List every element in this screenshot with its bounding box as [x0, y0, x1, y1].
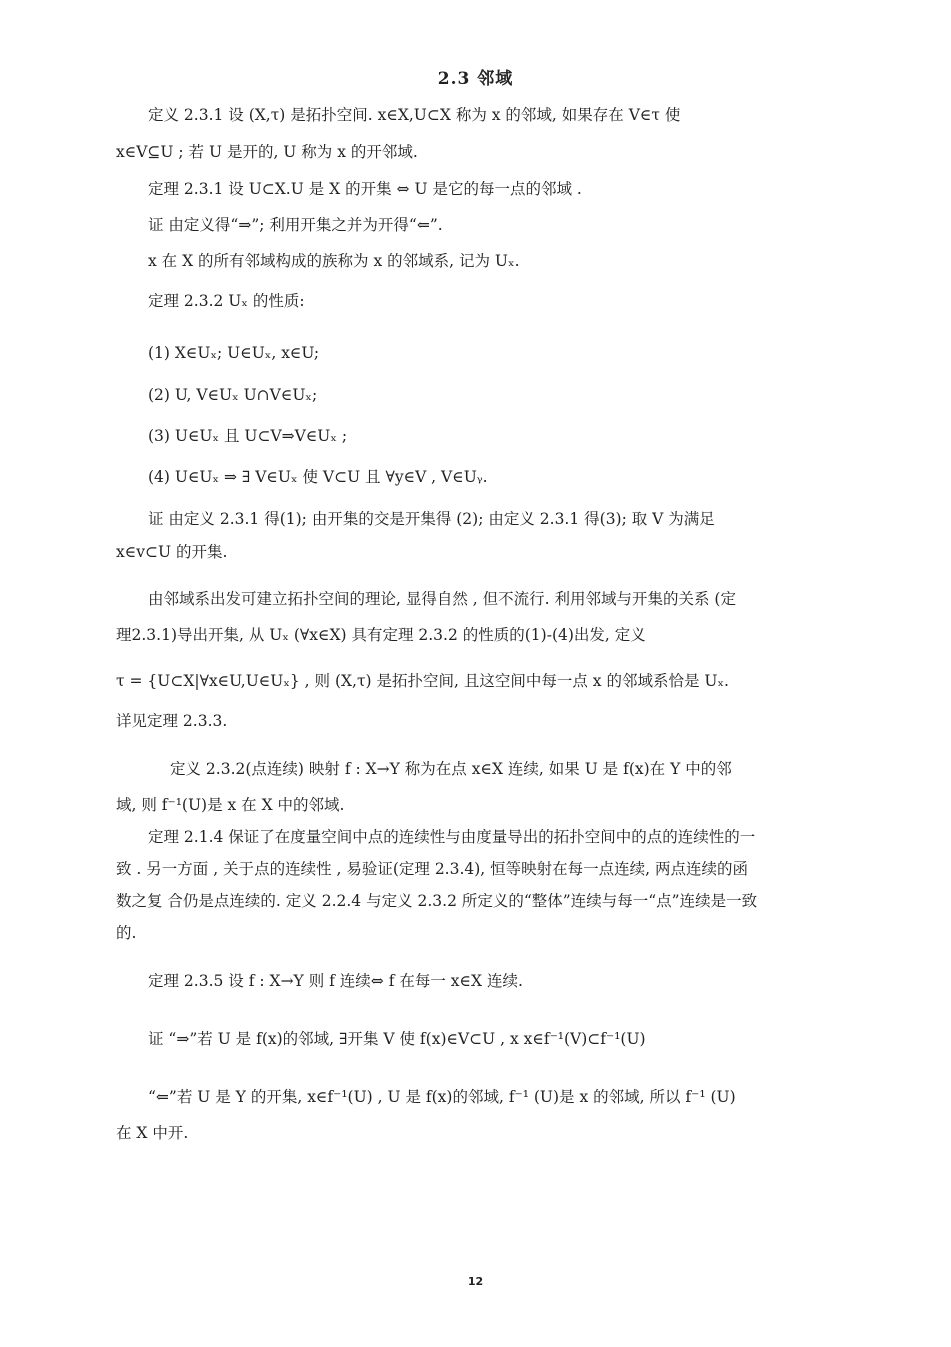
proof-2-3-2-line1: 证 由定义 2.3.1 得(1); 由开集的交是开集得 (2); 由定义 2.3.1 得(3); 取 V 为满足 [148, 510, 715, 528]
property-2: (2) U, V∈Uₓ U∩V∈Uₓ; [148, 386, 318, 404]
proof-2-3-5-backward-line1: “⇐”若 U 是 Y 的开集, x∈f⁻¹(U) , U 是 f(x)的邻域, f⁻¹ (U)是 x 的邻域, 所以 f⁻¹ (U) [148, 1088, 736, 1106]
property-3: (3) U∈Uₓ 且 U⊂V⇒V∈Uₓ ; [148, 427, 348, 445]
para-continuity-line3: 数之复 合仍是点连续的. 定义 2.2.4 与定义 2.3.2 所定义的“整体”连续与每一“点”连续是一致 [116, 892, 758, 910]
thm-2-3-5: 定理 2.3.5 设 f : X→Y 则 f 连续⇔ f 在每一 x∈X 连续. [148, 972, 523, 990]
neighborhood-system: x 在 X 的所有邻域构成的族称为 x 的邻域系, 记为 Uₓ. [148, 252, 520, 270]
para-neighborhood-line1: 由邻域系出发可建立拓扑空间的理论, 显得自然 , 但不流行. 利用邻域与开集的关系 (定 [148, 590, 736, 608]
property-4: (4) U∈Uₓ ⇒ ∃ V∈Uₓ 使 V⊂U 且 ∀y∈V , V∈Uᵧ. [148, 468, 488, 486]
proof-2-3-1: 证 由定义得“⇒”; 利用开集之并为开得“⇐”. [148, 216, 443, 234]
para-neighborhood-line2: 理2.3.1)导出开集, 从 Uₓ (∀x∈X) 具有定理 2.3.2 的性质的(1)-(4)出发, 定义 [116, 626, 646, 644]
para-neighborhood-line4: 详见定理 2.3.3. [116, 712, 228, 730]
thm-2-3-2-heading: 定理 2.3.2 Uₓ 的性质: [148, 292, 305, 310]
proof-2-3-5-forward: 证 “⇒”若 U 是 f(x)的邻域, ∃开集 V 使 f(x)∈V⊂U , x x∈f⁻¹(V)⊂f⁻¹(U) [148, 1030, 646, 1048]
page-number: 12 [467, 1275, 484, 1288]
para-continuity-line2: 致 . 另一方面 , 关于点的连续性 , 易验证(定理 2.3.4), 恒等映射在每一点连续, 两点连续的函 [116, 860, 749, 878]
def-2-3-2-line2: 域, 则 f⁻¹(U)是 x 在 X 中的邻域. [116, 796, 345, 814]
proof-2-3-5-backward-line2: 在 X 中开. [116, 1124, 189, 1142]
proof-2-3-2-line2: x∈v⊂U 的开集. [116, 543, 228, 561]
property-1: (1) X∈Uₓ; U∈Uₓ, x∈U; [148, 344, 320, 362]
def-2-3-2-line1: 定义 2.3.2(点连续) 映射 f : X→Y 称为在点 x∈X 连续, 如果 U 是 f(x)在 Y 中的邻 [170, 760, 732, 778]
def-2-3-1-line2: x∈V⊆U ; 若 U 是开的, U 称为 x 的开邻域. [116, 143, 418, 161]
para-neighborhood-line3: τ = {U⊂X|∀x∈U,U∈Uₓ} , 则 (X,τ) 是拓扑空间, 且这空间中每一点 x 的邻域系恰是 Uₓ. [116, 672, 729, 690]
section-title: 2.3 邻域 [437, 69, 514, 89]
def-2-3-1-line1: 定义 2.3.1 设 (X,τ) 是拓扑空间. x∈X,U⊂X 称为 x 的邻域, 如果存在 V∈τ 使 [148, 106, 681, 124]
para-continuity-line1: 定理 2.1.4 保证了在度量空间中点的连续性与由度量导出的拓扑空间中的点的连续性的一 [148, 828, 756, 846]
thm-2-3-1: 定理 2.3.1 设 U⊂X.U 是 X 的开集 ⇔ U 是它的每一点的邻域 . [148, 180, 582, 198]
para-continuity-line4: 的. [116, 924, 137, 942]
